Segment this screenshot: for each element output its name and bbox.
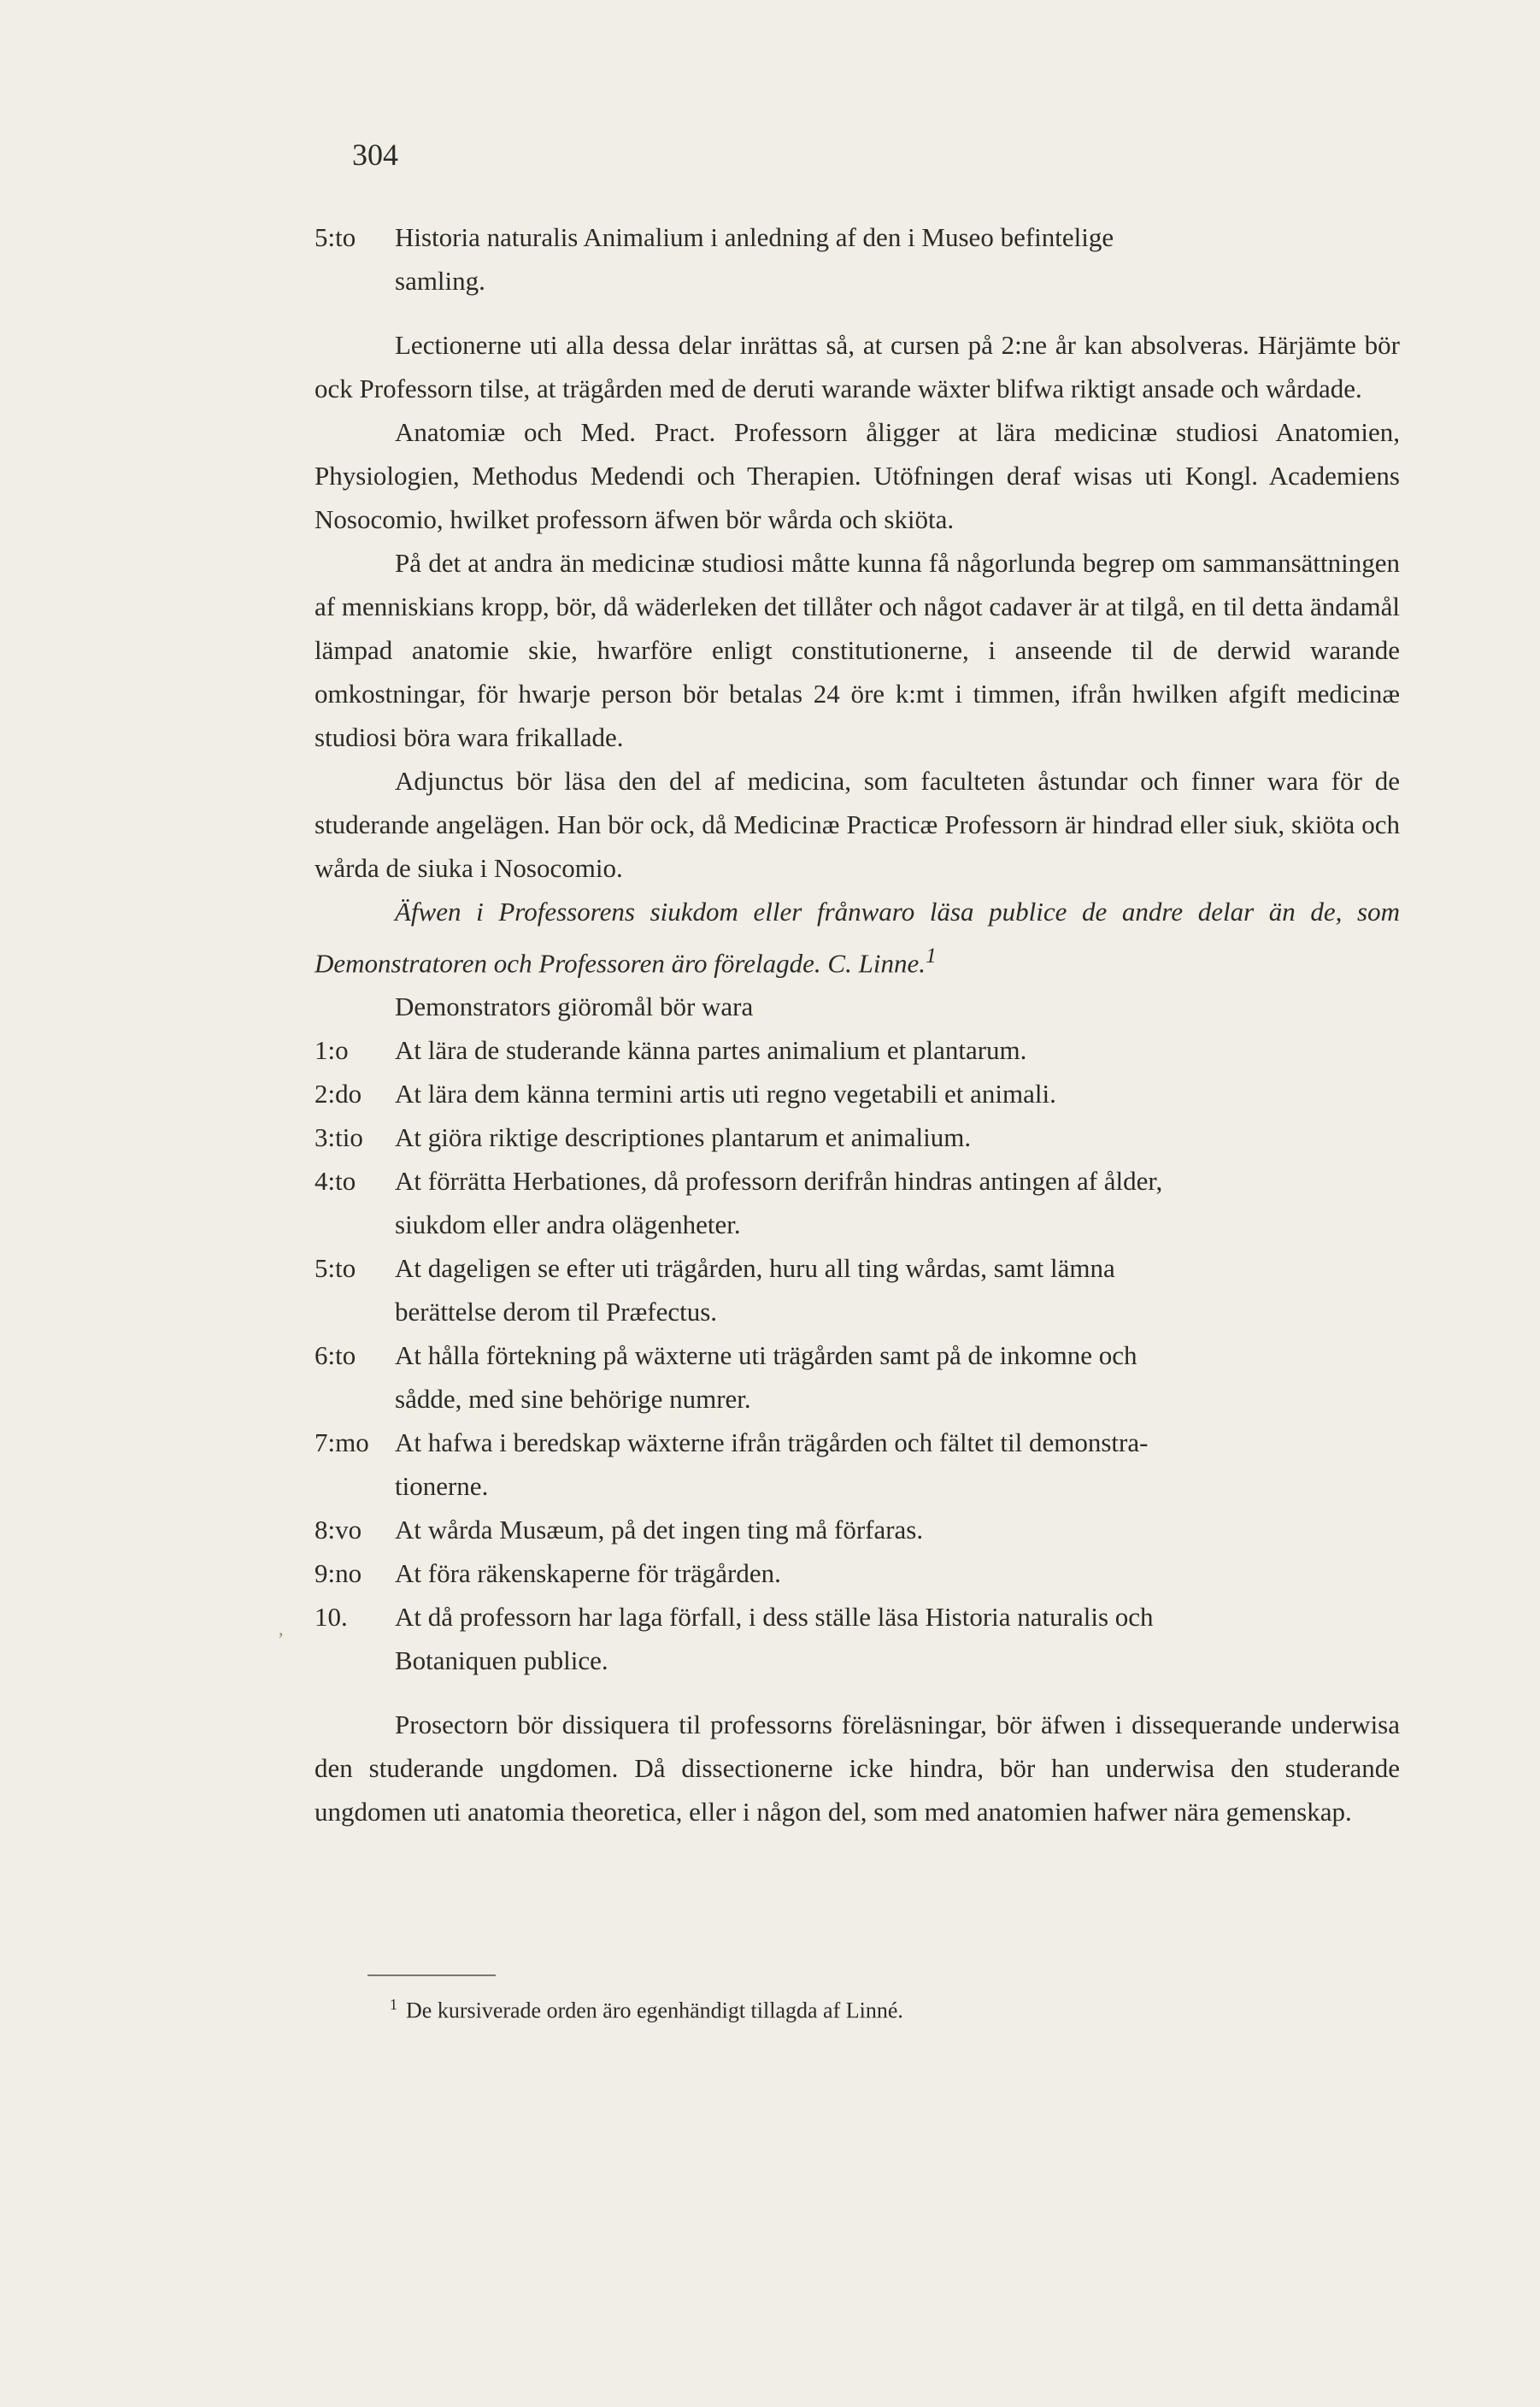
duty-item xyxy=(314,1159,1400,1203)
duty-text: At föra räkenskaperne för trägården. xyxy=(395,1558,781,1589)
paragraph-adjunctus: Adjunctus bör läsa den del af medicina, som faculteten åstundar och finner wara för de studerande angelägen. Han bör ock, då Medicinæ Practicæ Professorn är hindrad eller siuk, skiöta och wårda de siuka i Nosocomio. xyxy=(314,766,1400,883)
duty-number: 4:to xyxy=(314,1166,356,1197)
paragraph-prosectorn: Prosectorn bör dissiquera til professorns föreläsningar, bör äfwen i dissequerande underwisa den studerande ungdomen. Då dissectionerne icke hindra, bör han underwisa den studerande ungdomen uti anatomia theoretica, eller i någon del, som med anatomien hafwer nära gemenskap. xyxy=(314,1710,1400,1827)
duty-item xyxy=(314,1551,1400,1595)
duty-item xyxy=(314,1072,1400,1115)
duty-text-continuation: sådde, med sine behörige numrer. xyxy=(395,1384,751,1415)
stray-mark: , xyxy=(279,1618,284,1639)
paragraph-anatomiae: Anatomiæ och Med. Pract. Professorn åligger at lära medicinæ studiosi Anatomien, Physiologien, Methodus Medendi och Therapien. Utöfningen deraf wisas uti Kongl. Academiens Nosocomio, hwilket professorn äfwen bör wårda och skiöta. xyxy=(314,417,1400,534)
paragraph-anatomie-skie: På det at andra än medicinæ studiosi måtte kunna få någorlunda begrep om sammansättningen af menniskians kropp, bör, då wäderleken det tillåter och något cadaver är at tilgå, en til detta ändamål lämpad anatomie skie, hwarföre enligt constitutionerne, i anseende til de derwid warande omkostningar, för hwarje person bör betalas 24 öre k:mt i timmen, ifrån hwilken afgift medicinæ studiosi böra wara frikallade. xyxy=(314,548,1400,752)
item-5-historia xyxy=(314,215,1400,259)
duty-item xyxy=(314,1508,1400,1551)
paragraph-lectionerne: Lectionerne uti alla dessa delar inrättas så, at cursen på 2:ne år kan absolveras. Härjämte bör ock Professorn tilse, at trägården med de deruti warande wäxter blifwa riktigt ansade och wårdade. xyxy=(314,330,1400,403)
duty-number: 2:do xyxy=(314,1079,362,1109)
duty-number: 5:to xyxy=(314,1253,356,1284)
duty-text: At giöra riktige descriptiones plantarum et animalium. xyxy=(395,1122,972,1153)
duty-text-continuation: tionerne. xyxy=(395,1471,489,1502)
duty-text: At hålla förtekning på wäxterne uti trägården samt på de inkomne och xyxy=(395,1340,1137,1371)
duty-number: 7:mo xyxy=(314,1427,369,1458)
duty-item xyxy=(314,1115,1400,1159)
duty-number: 9:no xyxy=(314,1558,362,1589)
duty-text-continuation: berättelse derom til Præfectus. xyxy=(395,1297,718,1327)
duty-text: At dageligen se efter uti trägården, huru all ting wårdas, samt lämna xyxy=(395,1253,1115,1284)
page-number: 304 xyxy=(352,138,398,172)
footnote-marker: 1 xyxy=(390,1996,397,2013)
duty-item xyxy=(314,1028,1400,1072)
duty-item xyxy=(314,1246,1400,1290)
duty-item xyxy=(314,1595,1400,1639)
duty-number: 6:to xyxy=(314,1340,356,1371)
footnote-rule xyxy=(367,1974,496,1976)
body-text xyxy=(314,215,1400,1833)
duty-text: At då professorn har laga förfall, i dess ställe läsa Historia naturalis och xyxy=(395,1602,1154,1633)
item-text-continuation: samling. xyxy=(395,266,485,296)
duty-text-continuation: Botaniquen publice. xyxy=(395,1645,608,1676)
footnote xyxy=(390,1996,903,2024)
duty-item xyxy=(314,1333,1400,1377)
italic-addition xyxy=(314,890,1400,985)
duty-text: At lära de studerande känna partes animalium et plantarum. xyxy=(395,1035,1027,1066)
footnote-text: De kursiverade orden äro egenhändigt tillagda af Linné. xyxy=(406,1998,903,2023)
duty-item xyxy=(314,1421,1400,1464)
duty-text: At lära dem känna termini artis uti regno vegetabili et animali. xyxy=(395,1079,1056,1109)
demonstrators-heading: Demonstrators giöromål bör wara xyxy=(395,992,754,1022)
item-number: 5:to xyxy=(314,222,356,252)
footnote-reference: 1 xyxy=(925,943,937,968)
duty-text: At förrätta Herbationes, då professorn derifrån hindras antingen af ålder, xyxy=(395,1166,1163,1197)
item-text: Historia naturalis Animalium i anledning af den i Museo befintelige xyxy=(395,222,1114,252)
duty-number: 1:o xyxy=(314,1035,349,1066)
duty-text: At wårda Musæum, på det ingen ting må förfaras. xyxy=(395,1515,924,1545)
duty-number: 8:vo xyxy=(314,1515,362,1545)
duty-number: 10. xyxy=(314,1602,348,1633)
duty-text-continuation: siukdom eller andra olägenheter. xyxy=(395,1209,741,1240)
duty-text: At hafwa i beredskap wäxterne ifrån trägården och fältet til demonstra- xyxy=(395,1427,1149,1458)
italic-text: Äfwen i Professorens siukdom eller frånwaro läsa publice de andre delar än de, som Demonstratoren och Professoren äro förelagde. C. Linne. xyxy=(314,897,1400,979)
duty-number: 3:tio xyxy=(314,1122,363,1153)
